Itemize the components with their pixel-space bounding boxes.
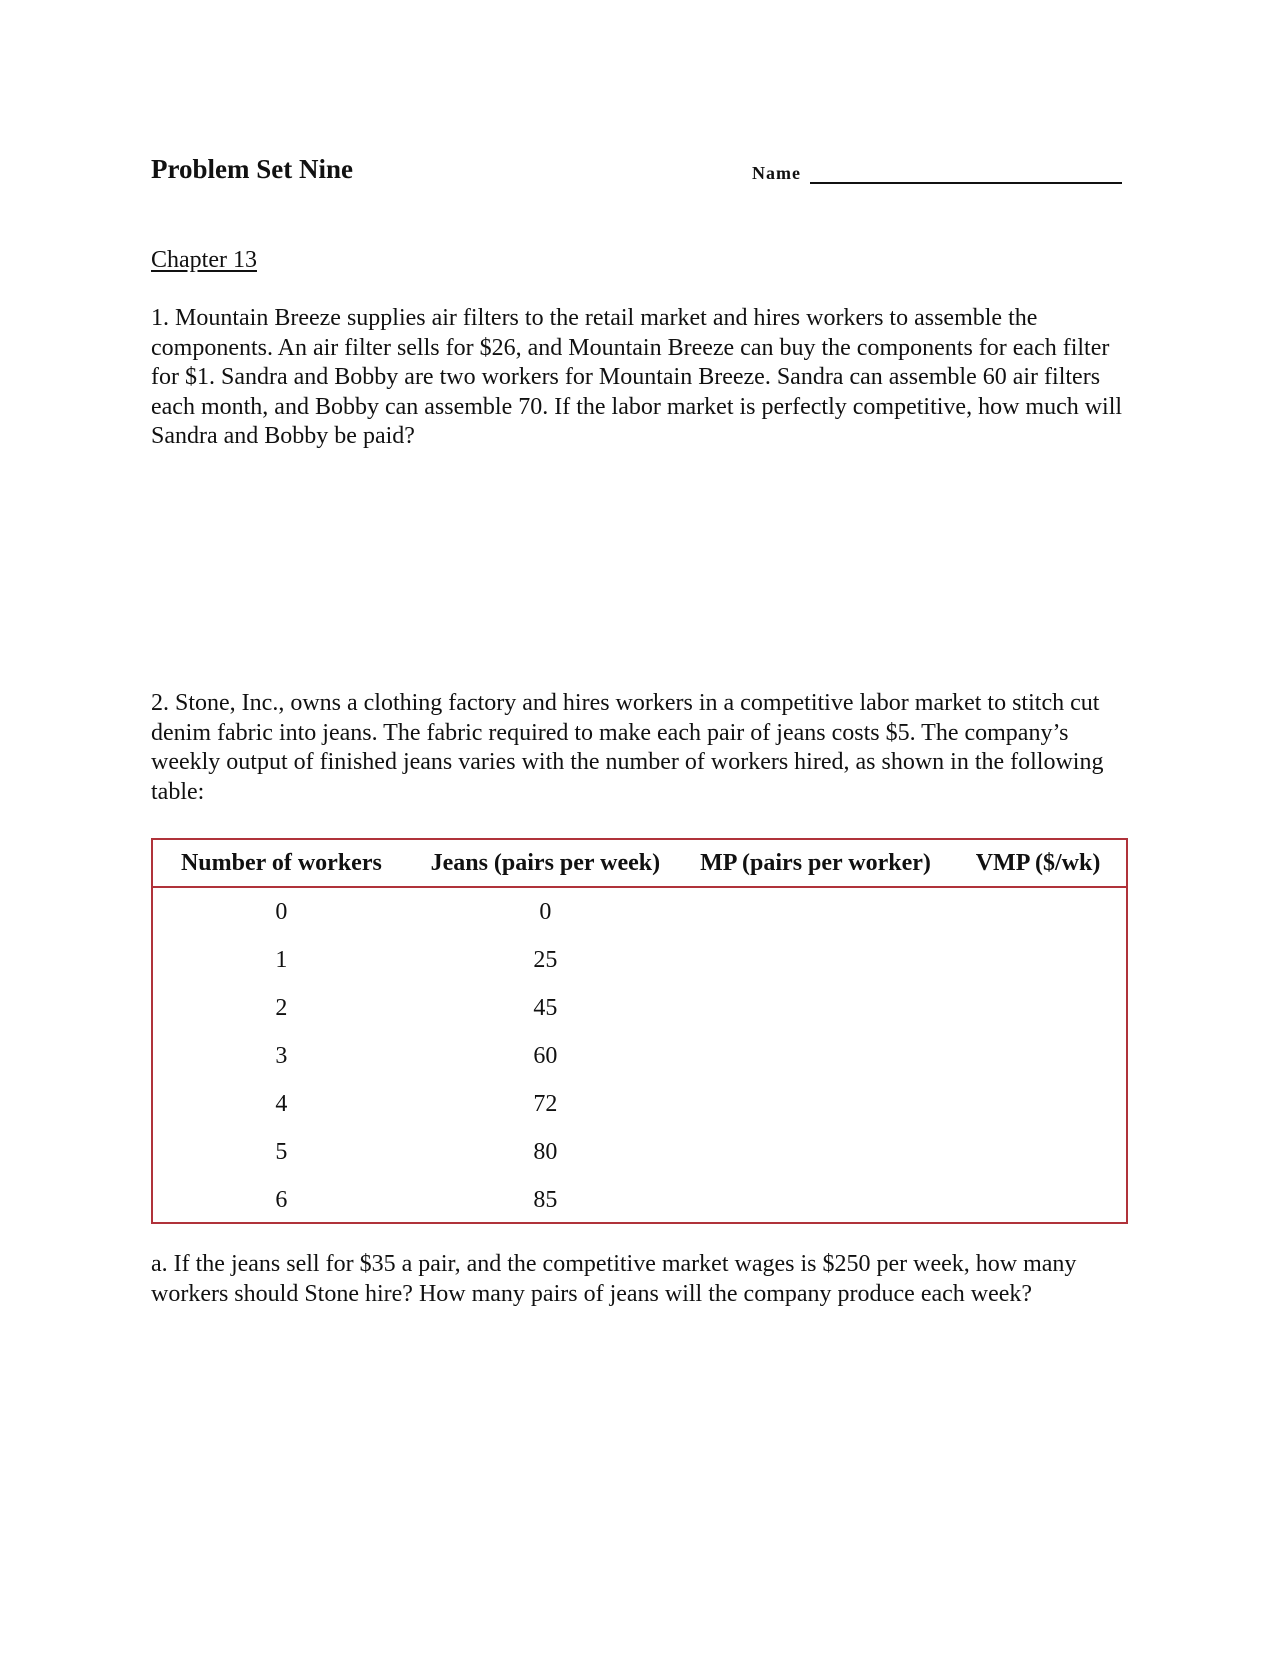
cell-jeans: 0 [539, 898, 552, 925]
cell-workers: 4 [275, 1090, 288, 1117]
cell-jeans: 85 [533, 1186, 558, 1213]
cell-mp [681, 887, 950, 936]
cell-vmp [950, 1080, 1126, 1128]
cell-workers: 3 [275, 1042, 288, 1069]
cell-jeans: 60 [533, 1042, 558, 1069]
column-header-workers: Number of workers [153, 840, 410, 887]
cell-vmp [950, 1128, 1126, 1176]
cell-mp [681, 1176, 950, 1224]
table [153, 840, 1126, 1224]
column-header-jeans: Jeans (pairs per week) [410, 840, 681, 887]
cell-vmp [950, 984, 1126, 1032]
name-label: Name [752, 163, 801, 183]
cell-mp [681, 1032, 950, 1080]
chapter-heading: Chapter 13 [151, 247, 257, 273]
cell-jeans: 72 [533, 1090, 558, 1117]
cell-jeans: 25 [533, 946, 558, 973]
table-row [153, 984, 1126, 1032]
name-blank-line [810, 182, 1122, 184]
table-row [153, 1080, 1126, 1128]
cell-vmp [950, 936, 1126, 984]
column-header-vmp: VMP ($/wk) [950, 840, 1126, 887]
cell-mp [681, 984, 950, 1032]
table-row [153, 1176, 1126, 1224]
table-row [153, 936, 1126, 984]
column-header-mp: MP (pairs per worker) [681, 840, 950, 887]
cell-vmp [950, 1176, 1126, 1224]
cell-workers: 1 [275, 946, 288, 973]
cell-jeans: 80 [533, 1138, 558, 1165]
page-title: Problem Set Nine [151, 154, 353, 184]
cell-workers: 0 [275, 898, 288, 925]
table-row [153, 887, 1126, 936]
cell-mp [681, 1080, 950, 1128]
cell-workers: 5 [275, 1138, 288, 1165]
table-header-row [153, 840, 1126, 887]
table-row [153, 1032, 1126, 1080]
production-table [151, 838, 1128, 1224]
cell-workers: 2 [275, 994, 288, 1021]
cell-vmp [950, 887, 1126, 936]
cell-mp [681, 936, 950, 984]
cell-vmp [950, 1032, 1126, 1080]
name-field [752, 160, 1122, 190]
question-1: 1. Mountain Breeze supplies air filters to the retail market and hires workers to assemble the components. An air filter sells for $26, and Mountain Breeze can buy the components for each filter for $1. Sandra and Bobby are two workers for Mountain Breeze. Sandra can assemble 60 air filters each month, and Bobby can assemble 70. If the labor market is perfectly competitive, how much will Sandra and Bobby be paid? [151, 305, 1123, 449]
question-2a: a. If the jeans sell for $35 a pair, and the competitive market wages is $250 per week, how many workers should Stone hire? How many pairs of jeans will the company produce each week? [151, 1251, 1077, 1307]
cell-mp [681, 1128, 950, 1176]
table-row [153, 1128, 1126, 1176]
question-2: 2. Stone, Inc., owns a clothing factory and hires workers in a competitive labor market to stitch cut denim fabric into jeans. The fabric required to make each pair of jeans costs $5. The company’s weekly output of finished jeans varies with the number of workers hired, as shown in the following table: [151, 690, 1104, 805]
cell-jeans: 45 [533, 994, 558, 1021]
cell-workers: 6 [275, 1186, 288, 1213]
